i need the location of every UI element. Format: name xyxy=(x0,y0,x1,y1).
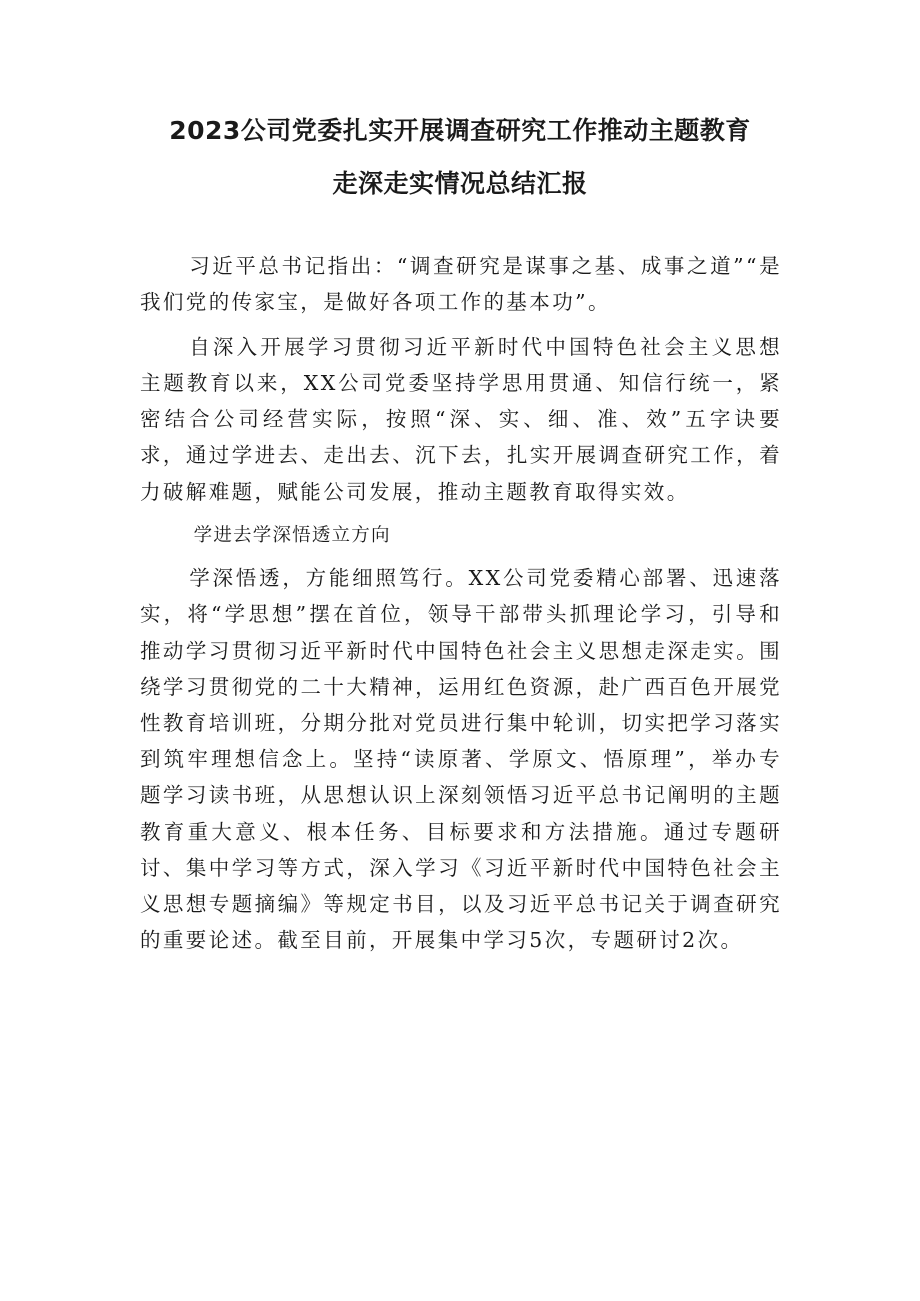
paragraph-section-1: 学深悟透，方能细照笃行。XX公司党委精心部署、迅速落实，将“学思想”摆在首位，领导干部带头抓理论学习，引导和推动学习贯彻习近平新时代中国特色社会主义思想走深走实。围绕学习贯彻党的二十大精神，运用红色资源，赴广西百色开展党性教育培训班，分期分批对党员进行集中轮训，切实把学习落实到筑牢理想信念上。坚持“读原著、学原文、悟原理”，举办专题学习读书班，从思想认识上深刻领悟习近平总书记阐明的主题教育重大意义、根本任务、目标要求和方法措施。通过专题研讨、集中学习等方式，深入学习《习近平新时代中国特色社会主义思想专题摘编》等规定书目，以及习近平总书记关于调查研究的重要论述。截至目前，开展集中学习5次，专题研讨2次。 xyxy=(140,566,782,953)
section-heading: 学进去学深悟透立方向 xyxy=(193,525,391,547)
paragraph-intro: 自深入开展学习贯彻习近平新时代中国特色社会主义思想主题教育以来，XX公司党委坚持学思用贯通、知信行统一，紧密结合公司经营实际，按照“深、实、细、准、效”五字诀要求，通过学进去、走出去、沉下去，扎实开展调查研究工作，着力破解难题，赋能公司发展，推动主题教育取得实效。 xyxy=(140,334,782,504)
document-title-line-2: 走深走实情况总结汇报 xyxy=(332,169,588,198)
paragraph-quote: 习近平总书记指出：“调查研究是谋事之基、成事之道”“是我们党的传家宝，是做好各项工作的基本功”。 xyxy=(140,254,782,315)
document-title-line-1: 2023公司党委扎实开展调查研究工作推动主题教育 xyxy=(169,116,751,145)
document-body xyxy=(140,248,782,967)
